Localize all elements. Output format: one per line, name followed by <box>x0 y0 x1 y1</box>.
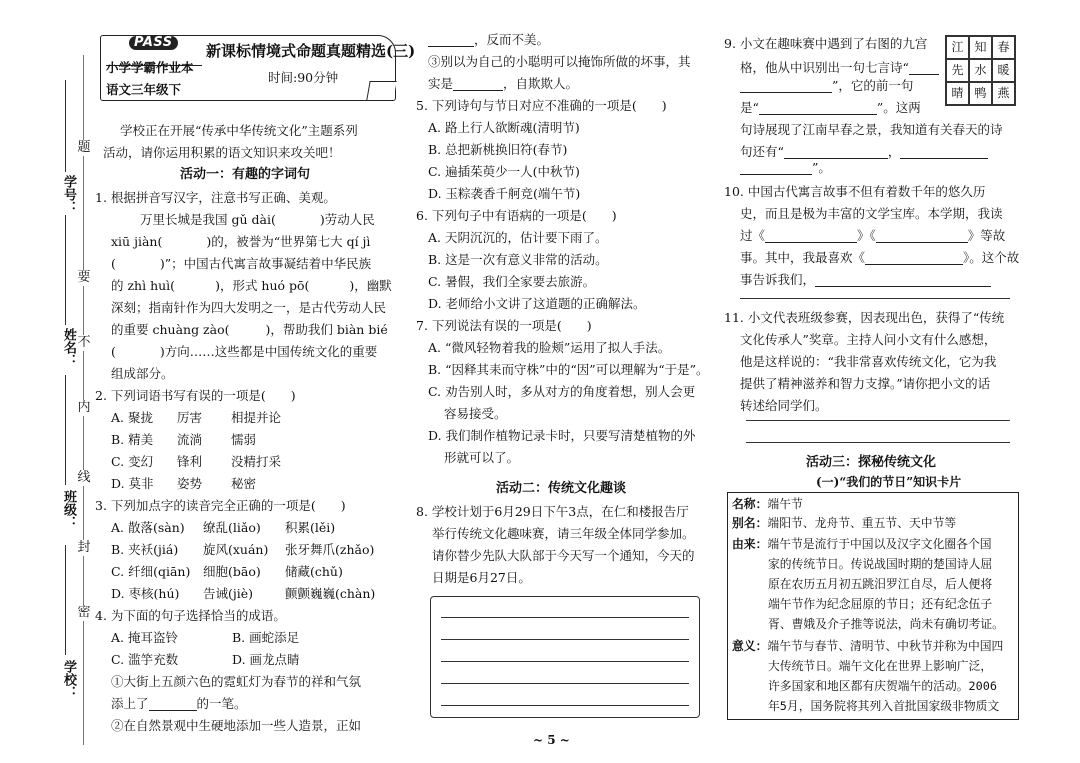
q3-stem: 3. 下列加点字的读音完全正确的一项是( ) <box>95 498 346 513</box>
q8-line: 8. 学校计划于6月29日下午3点，在仁和楼报告厅 <box>416 504 689 519</box>
q4-sentence: ②在自然景观中生硬地添加一些人造景，正如 <box>111 718 362 733</box>
q7-opt-cont: 容易接受。 <box>444 406 507 421</box>
card-origin: 原在农历五月初五跳汨罗江自尽，后人便将 <box>768 577 993 591</box>
q1-line: ( )方向……这些都是中国传统文化的重要 <box>111 344 378 359</box>
xingming-line[interactable] <box>65 215 66 325</box>
nine-grid <box>945 35 1016 106</box>
answer-blank[interactable] <box>759 102 877 115</box>
q4-opt[interactable]: D. 画龙点睛 <box>232 652 300 667</box>
grid-cell: 燕 <box>992 82 1015 105</box>
q9-line: 句诗展现了江南早春之景，我知道有关春天的诗 <box>740 122 1003 137</box>
card-meaning: 许多国家和地区都有庆贺端午的活动。2006 <box>768 679 997 693</box>
xuehao-line[interactable] <box>65 80 66 172</box>
q10-line: 事告诉我们， <box>740 272 991 287</box>
q1-line: 组成部分。 <box>111 366 174 381</box>
q3-opt[interactable]: B. 夹袄(jiá) 旋风(xuán) 张牙舞爪(zhǎo) <box>111 542 375 557</box>
q10-line: 史，而且是极为丰富的文学宝库。本学期，我读 <box>740 206 1003 221</box>
answer-blank[interactable] <box>900 146 988 159</box>
answer-blank[interactable] <box>740 162 812 175</box>
answer-blank[interactable] <box>784 146 888 159</box>
q5-opt[interactable]: B. 总把新桃换旧符(春节) <box>428 142 568 157</box>
q4-opt[interactable]: B. 画蛇添足 <box>232 630 300 645</box>
q1-line: 深刻；指南针作为四大发明之一，是古代劳动人民 <box>111 300 387 315</box>
grid-cell: 春 <box>992 36 1015 59</box>
q5-opt[interactable]: C. 遍插茱萸少一人(中秋节) <box>428 164 580 179</box>
q6-opt[interactable]: D. 老师给小文讲了这道题的正确解法。 <box>428 296 646 311</box>
grid-cell: 先 <box>946 59 969 82</box>
page-number: ~ 5 ~ <box>533 733 570 747</box>
q11-line: 文化传承人”奖章。主持人问小文有什么感想， <box>740 332 997 347</box>
banji-label: 班级： <box>61 490 76 529</box>
q2-opt[interactable]: C. 变幻 锋利 没精打采 <box>111 454 282 469</box>
answer-blank[interactable] <box>740 80 832 93</box>
q2-stem: 2. 下列词语书写有误的一项是( ) <box>95 388 296 403</box>
banji-line[interactable] <box>65 375 66 485</box>
seal-char: 线 <box>77 470 91 485</box>
q4-sentence: 添上了 的一笔。 <box>111 696 247 711</box>
card-origin: 端午节作为纪念屈原的节日；还有纪念伍子 <box>768 597 993 611</box>
q1-line: ( )”；中国古代寓言故事凝结着中华民族 <box>111 256 372 271</box>
q8-line: 日期是6月27日。 <box>432 570 531 585</box>
q10-line: 10. 中国古代寓言故事不但有着数千年的悠久历 <box>724 184 986 199</box>
answer-blank[interactable] <box>876 230 968 243</box>
notice-writing-box[interactable] <box>430 596 700 718</box>
answer-blank[interactable] <box>815 274 991 287</box>
card-origin: 由来：端午节是流行于中国以及汉字文化圈各个国 <box>732 537 992 551</box>
q8-line: 举行传统文化趣味赛，请三年级全体同学参加。 <box>432 526 695 541</box>
activity3-subtitle: (一)“我们的节日”知识卡片 <box>816 475 962 489</box>
q7-opt[interactable]: C. 劝告别人时，多从对方的角度着想，别人会更 <box>428 384 696 399</box>
intro-line: 学校正在开展“传承中华传统文化”主题系列 <box>120 123 358 138</box>
q7-opt[interactable]: D. 我们制作植物记录卡时，只要写清楚植物的外 <box>428 428 696 443</box>
grid-cell: 知 <box>969 36 992 59</box>
q9-line: 格，他从中识别出一句七言诗“ <box>740 60 939 75</box>
q6-opt[interactable]: A. 天阴沉沉的，估计要下雨了。 <box>428 230 608 245</box>
q1-line: 的重要 chuàng zào( )，帮助我们 biàn bié <box>111 322 388 337</box>
q8-line: 请你替少先队大队部于今天写一个通知，今天的 <box>432 548 695 563</box>
knowledge-card <box>727 492 1019 720</box>
q9-line: 句还有“ ， <box>740 144 988 159</box>
q2-opt[interactable]: B. 精美 流淌 懦弱 <box>111 432 257 447</box>
seal-char: 密 <box>77 605 91 620</box>
grid-cell: 暖 <box>992 59 1015 82</box>
q1-stem: 1. 根据拼音写汉字，注意书写正确、美观。 <box>95 190 336 205</box>
xuehao-label: 学号： <box>61 175 76 214</box>
card-origin: 胥、曹娥及介子推等说法，尚未有确切考证。 <box>768 617 1004 631</box>
seal-char: 题 <box>77 140 91 155</box>
answer-line[interactable] <box>740 298 1010 299</box>
q6-opt[interactable]: B. 这是一次有意义非常的活动。 <box>428 252 608 267</box>
answer-blank[interactable] <box>149 698 197 711</box>
grid-cell: 水 <box>969 59 992 82</box>
card-name: 名称：端午节 <box>732 497 803 511</box>
pass-logo: PASS <box>129 36 178 50</box>
grid-cell: 鸭 <box>969 82 992 105</box>
q7-opt[interactable]: A. “微风轻物着我的脸颊”运用了拟人手法。 <box>428 340 671 355</box>
grid-cell: 江 <box>946 36 969 59</box>
activity1-title: 活动一：有趣的字词句 <box>180 167 311 182</box>
q9-line: ”。 <box>740 160 831 175</box>
q7-opt[interactable]: B. “因释其耒而守株”中的“因”可以理解为“于是”。 <box>428 362 709 377</box>
intro-line: 活动，请你运用积累的语文知识来攻关吧！ <box>103 145 341 160</box>
xuexiao-line[interactable] <box>65 545 66 655</box>
seal-char: 内 <box>77 400 91 415</box>
q10-line: 事。其中，我最喜欢《 》。这个故 <box>740 250 1020 265</box>
seal-char: 不 <box>77 335 91 350</box>
xuexiao-label: 学校： <box>61 660 76 699</box>
q1-line: 的 zhì huì( )，形式 huó pō( )，幽默 <box>111 278 392 293</box>
answer-blank[interactable] <box>765 230 857 243</box>
q2-opt[interactable]: A. 聚拢 厉害 相提并论 <box>111 410 282 425</box>
q11-line: 11. 小文代表班级参赛，因表现出色，获得了“传统 <box>724 310 1005 325</box>
q5-opt[interactable]: A. 路上行人欲断魂(清明节) <box>428 120 580 135</box>
activity3-title: 活动三：探秘传统文化 <box>806 455 937 470</box>
q2-opt[interactable]: D. 莫非 姿势 秘密 <box>111 476 257 491</box>
answer-blank[interactable] <box>865 252 963 265</box>
xingming-label: 姓名： <box>61 328 76 367</box>
subject-name: 语文三年级下 <box>106 82 182 97</box>
answer-blank[interactable] <box>428 34 474 47</box>
q9-line: 9. 小文在趣味赛中遇到了右图的九宫 <box>724 36 928 51</box>
q1-line: xiū jiàn( )的，被誉为“世界第七大 qí jì <box>111 234 371 249</box>
card-meaning: 大传统节日。端午文化在世界上影响广泛， <box>768 659 993 673</box>
card-meaning: 意义：端午节与春节、清明节、中秋节并称为中国四 <box>732 639 1004 653</box>
q4-sentence: 实是 ，自欺欺人。 <box>428 76 579 91</box>
grid-cell: 晴 <box>946 82 969 105</box>
q4-sentence: ③别以为自己的小聪明可以掩饰所做的坏事，其 <box>428 54 691 69</box>
q5-stem: 5. 下列诗句与节日对应不准确的一项是( ) <box>416 98 667 113</box>
q6-opt[interactable]: C. 暑假，我们全家要去旅游。 <box>428 274 596 289</box>
card-meaning: 年5月，国务院将其列入首批国家级非物质文 <box>768 699 1000 713</box>
q1-line: 万里长城是我国 gǔ dài( )劳动人民 <box>140 212 375 227</box>
activity2-title: 活动二：传统文化趣谈 <box>496 481 627 496</box>
seal-char: 封 <box>77 540 91 555</box>
card-alias: 别名：端阳节、龙舟节、重五节、天中节等 <box>732 516 957 530</box>
q5-opt[interactable]: D. 玉粽袭香千舸竞(端午节) <box>428 186 581 201</box>
paper-title: 新课标情境式命题真题精选(三) <box>206 42 416 60</box>
q6-stem: 6. 下列句子中有语病的一项是( ) <box>416 208 617 223</box>
q4-opt[interactable]: C. 滥竽充数 <box>111 652 179 667</box>
seal-char: 要 <box>77 270 91 285</box>
q7-stem: 7. 下列说法有误的一项是( ) <box>416 318 592 333</box>
q10-line: 过《 》《 》等故 <box>740 228 1006 243</box>
card-origin: 家的传统节日。传说战国时期的楚国诗人屈 <box>768 557 993 571</box>
q4-sentence: ，反而不美。 <box>428 32 549 47</box>
q4-stem: 4. 为下面的句子选择恰当的成语。 <box>95 608 286 623</box>
q4-sentence: ①大街上五颜六色的霓虹灯为春节的祥和气氛 <box>111 674 362 689</box>
answer-blank[interactable] <box>453 78 503 91</box>
q3-opt[interactable]: C. 纤细(qiān) 细胞(bāo) 储藏(chǔ) <box>111 564 343 579</box>
answer-line[interactable] <box>746 442 1010 443</box>
answer-line[interactable] <box>746 420 1010 421</box>
q11-line: 转述给同学们。 <box>740 398 828 413</box>
q7-opt-cont: 形就可以了。 <box>444 450 520 465</box>
q11-line: 他是这样说的：“我非常喜欢传统文化，它为我 <box>740 354 997 369</box>
q9-line: ”，它的前一句 <box>740 78 913 93</box>
answer-blank[interactable] <box>909 62 939 75</box>
q3-opt[interactable]: A. 散落(sàn) 缭乱(liǎo) 积累(lěi) <box>111 520 336 535</box>
q11-line: 提供了精神滋养和智力支撑。”请你把小文的话 <box>740 376 991 391</box>
q3-opt[interactable]: D. 枣核(hú) 告诫(jiè) 颤颤巍巍(chàn) <box>111 586 376 601</box>
series-name: 小学学霸作业本 <box>106 60 194 75</box>
q9-line: 是“ ”。这两 <box>740 100 921 115</box>
q4-opt[interactable]: A. 掩耳盗铃 <box>111 630 178 645</box>
time-limit: 时间:90分钟 <box>268 70 339 85</box>
